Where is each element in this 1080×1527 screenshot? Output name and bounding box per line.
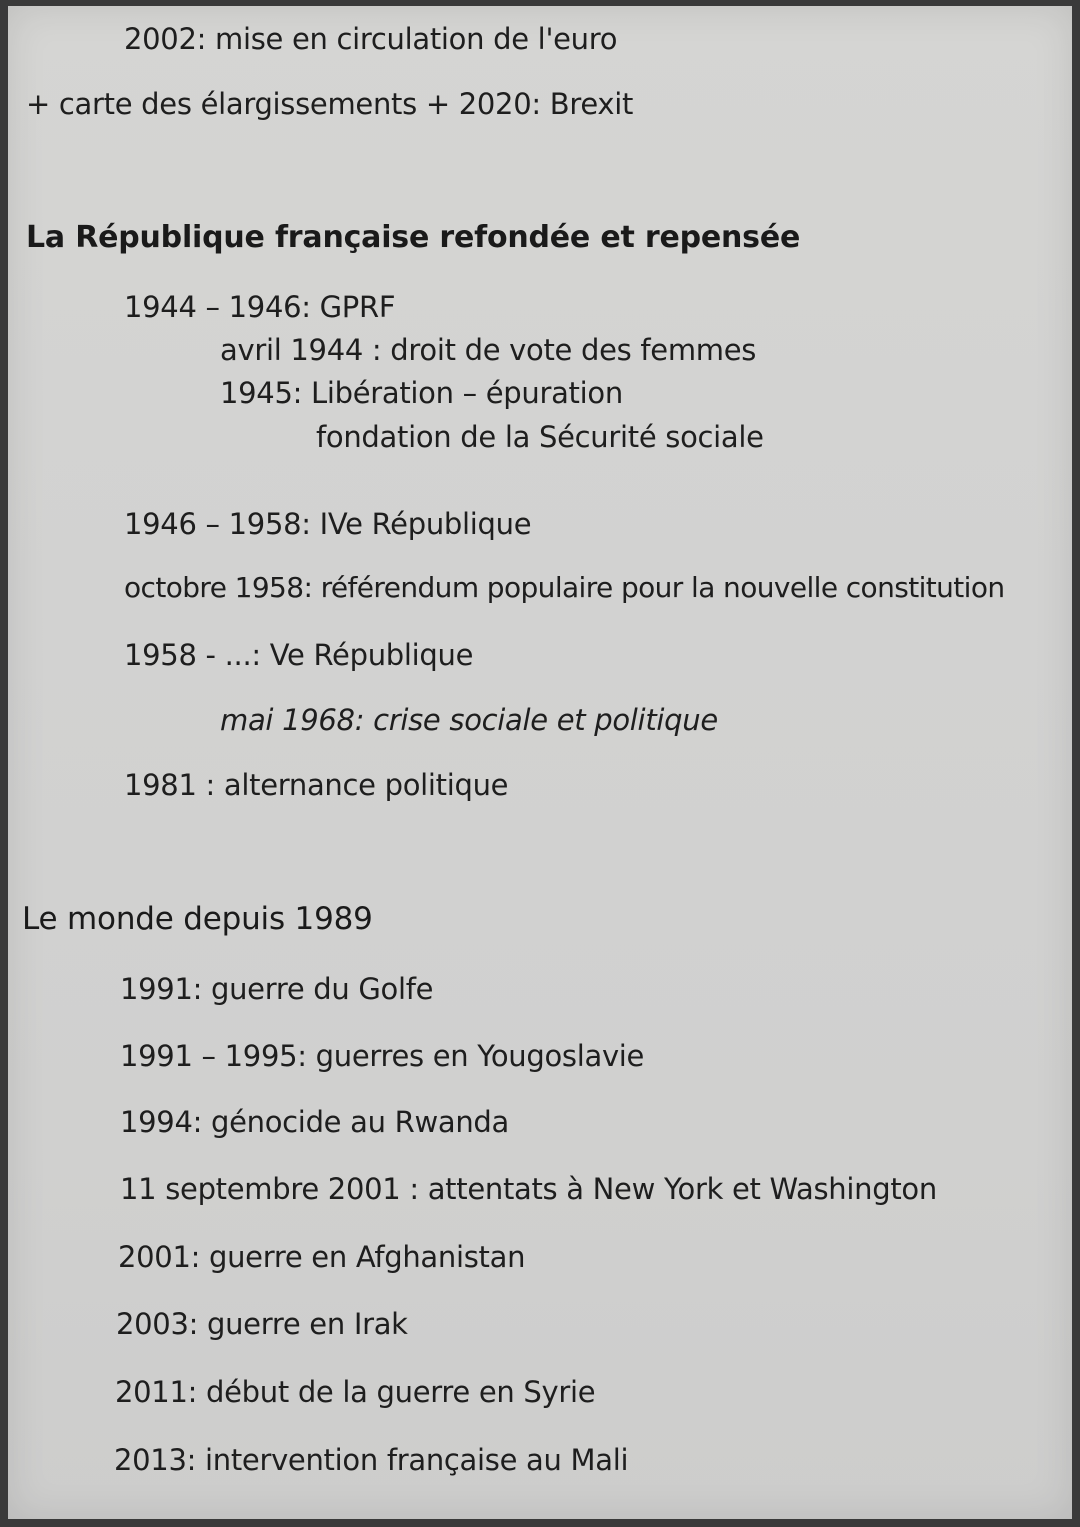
referendum-line: octobre 1958: référendum populaire pour la nouvelle constitution: [124, 571, 1005, 604]
section-title-republique: La République française refondée et repensée: [26, 220, 801, 255]
list-item: 1991: guerre du Golfe: [120, 972, 434, 1006]
mai-1968-line: mai 1968: crise sociale et politique: [220, 703, 718, 737]
list-item: 2011: début de la guerre en Syrie: [115, 1375, 596, 1409]
section-title-monde: Le monde depuis 1989: [22, 901, 373, 937]
securite-sociale-line: fondation de la Sécurité sociale: [316, 420, 764, 454]
ve-republique-line: 1958 - ...: Ve République: [124, 638, 474, 672]
list-item: 1994: génocide au Rwanda: [120, 1105, 510, 1139]
euro-line: 2002: mise en circulation de l'euro: [124, 22, 618, 56]
list-item: 1991 – 1995: guerres en Yougoslavie: [120, 1039, 645, 1073]
document-page: [8, 6, 1072, 1519]
ive-republique-line: 1946 – 1958: IVe République: [124, 507, 532, 541]
gprf-line: 1944 – 1946: GPRF: [124, 290, 396, 324]
list-item: 2001: guerre en Afghanistan: [118, 1240, 526, 1274]
alternance-line: 1981 : alternance politique: [124, 768, 509, 802]
list-item: 2013: intervention française au Mali: [114, 1443, 629, 1477]
list-item: 11 septembre 2001 : attentats à New York et Washington: [120, 1172, 937, 1206]
list-item: 2003: guerre en Irak: [116, 1307, 408, 1341]
vote-femmes-line: avril 1944 : droit de vote des femmes: [220, 333, 757, 367]
liberation-line: 1945: Libération – épuration: [220, 376, 623, 410]
brexit-line: + carte des élargissements + 2020: Brexit: [26, 87, 634, 121]
